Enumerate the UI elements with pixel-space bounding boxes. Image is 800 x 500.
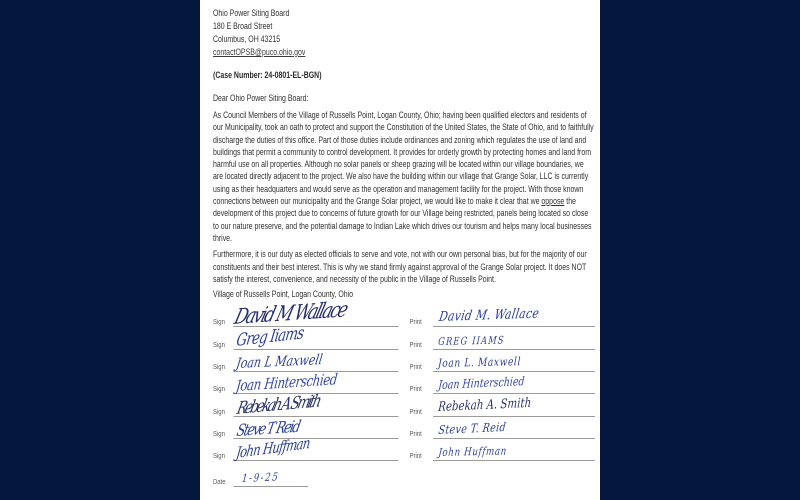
handwritten-print-name: David M. Wallace <box>437 306 541 326</box>
signature-line <box>233 416 398 439</box>
paragraph1-text-after: the development of this project due to concerns of future growth for our Village being restricted, panels being located so close to our nature preserve, and the potential damage to Indian Lake which drives our tourism and helps many local businesses thrive. <box>213 196 592 243</box>
sign-label: Sign <box>213 451 225 461</box>
signature-line <box>233 349 398 372</box>
print-name-line <box>433 438 595 461</box>
body-paragraph-1 <box>213 109 595 244</box>
date-row <box>213 461 595 487</box>
handwritten-print-name: Steve T. Reid <box>437 419 507 437</box>
handwritten-signature: Joan Hinterschied <box>235 370 339 396</box>
letter-page <box>200 0 600 500</box>
handwritten-signature: John Huffman <box>235 433 311 463</box>
print-label: Print <box>409 384 422 394</box>
date-label: Date <box>213 477 226 487</box>
handwritten-print-name: Joan Hinterschied <box>437 374 526 393</box>
signature-section <box>213 297 595 463</box>
signature-line <box>233 433 398 463</box>
print-label: Print <box>409 362 422 372</box>
print-name-line <box>433 304 595 327</box>
signature-row <box>213 433 595 463</box>
letter-content <box>213 0 595 487</box>
signature-line <box>233 371 398 394</box>
print-name-line <box>433 371 595 394</box>
print-name-line <box>433 326 595 349</box>
recipient-block <box>213 0 595 59</box>
sign-label: Sign <box>213 317 225 327</box>
recipient-address-line1: 180 E Broad Street <box>213 21 273 31</box>
sign-label: Sign <box>213 362 225 372</box>
signature-row <box>213 322 595 351</box>
print-label: Print <box>409 428 422 438</box>
signature-row <box>213 417 595 439</box>
handwritten-date: 1-9-25 <box>241 470 281 486</box>
sign-label: Sign <box>213 428 225 438</box>
signatory-heading: Village of Russells Point, Logan County, Ohio <box>213 289 354 300</box>
salutation: Dear Ohio Power Siting Board: <box>213 93 309 103</box>
handwritten-print-name: Rebekah A. Smith <box>437 395 532 415</box>
print-name-line <box>433 393 595 416</box>
recipient-name: Ohio Power Siting Board <box>213 8 290 18</box>
date-line <box>233 460 308 487</box>
sign-label: Sign <box>213 339 225 349</box>
recipient-email: contactOPSB@puco.ohio.gov <box>213 47 306 57</box>
signature-line <box>233 390 398 419</box>
handwritten-signature: David M Wallace <box>231 297 350 330</box>
sign-label: Sign <box>213 384 225 394</box>
handwritten-signature: Greg Iiams <box>235 322 305 351</box>
signature-row <box>213 350 595 372</box>
handwritten-signature: Joan L Maxwell <box>235 352 324 373</box>
recipient-address-line2: Columbus, OH 43215 <box>213 34 281 44</box>
handwritten-signature: Rebekah A Smith <box>235 390 322 419</box>
signature-row <box>213 297 595 330</box>
print-name-line <box>433 416 595 439</box>
sign-label: Sign <box>213 406 225 416</box>
signature-line <box>233 322 398 351</box>
print-label: Print <box>409 339 422 349</box>
print-label: Print <box>409 317 422 327</box>
handwritten-print-name: GREG IIAMS <box>437 334 506 348</box>
case-number: (Case Number: 24-0801-EL-BGN) <box>213 70 322 80</box>
signature-row <box>213 390 595 419</box>
signature-line <box>231 297 398 330</box>
handwritten-signature: Steve T Reid <box>235 416 302 440</box>
print-name-line <box>433 349 595 372</box>
body-paragraph-2: Furthermore, it is our duty as elected officials to serve and vote, not with our own personal bias, but for the majority of our constituents and their best interest. This is why we stand firmly against approval of the Grange Solar project. It does NOT satisfy the interest, convenience, and necessity of the public in the Village of Russells Point. <box>213 249 587 284</box>
signature-row <box>213 372 595 394</box>
handwritten-print-name: John Huffman <box>437 444 508 460</box>
paragraph1-underlined-word: oppose <box>541 196 565 207</box>
print-label: Print <box>409 451 422 461</box>
handwritten-print-name: Joan L. Maxwell <box>437 354 522 371</box>
print-label: Print <box>409 406 422 416</box>
paragraph1-text-before: As Council Members of the Village of Russells Point, Logan County, Ohio; having been qualified electors and residents of our Municipality, took an oath to protect and support the Constitution of the United States, the State of Ohio, and to faithfully discharge the duties of this office. Part of those duties include ordinances and zoning which regulates the use of land and buildings that permit a community to control development. It provides for orderly growth by protecting homes and land from harmful use on all properties. Although no solar panels or sheep grazing will be located within our village boundaries, we are located directly adjacent to the project. We also have the building within our village that Grange Solar, LLC is currently using as their headquarters and would serve as the operation and management facility for the project. With those known connections between our municipality and the Grange Solar project, we would like to make it clear that we <box>213 110 594 207</box>
